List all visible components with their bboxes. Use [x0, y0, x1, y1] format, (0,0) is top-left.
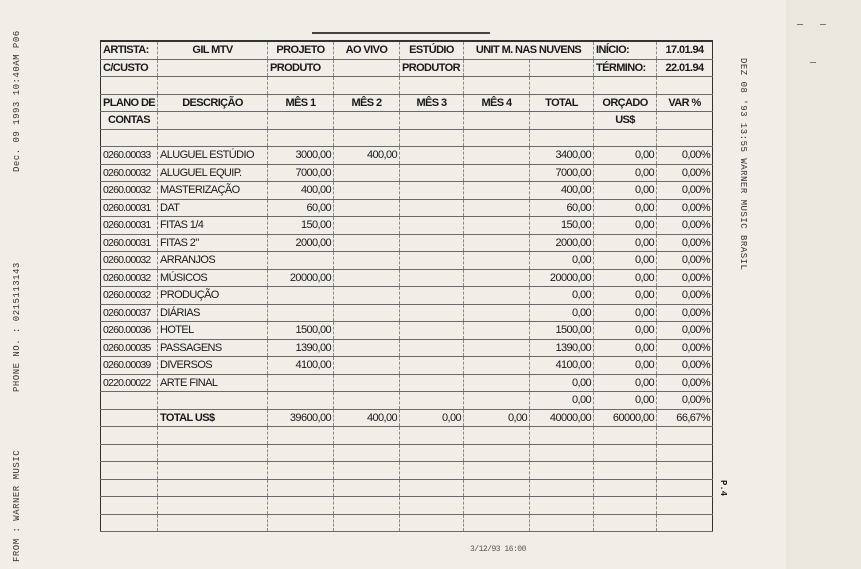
cell-mes4 [464, 322, 530, 340]
cell-mes1: 7000,00 [268, 164, 334, 182]
cell-total: 0,00 [530, 252, 594, 270]
cell-mes3 [400, 357, 464, 375]
cell-mes2 [334, 164, 400, 182]
cell-mes3 [400, 252, 464, 270]
cell-total: 1390,00 [530, 339, 594, 357]
illegible-title [312, 22, 490, 34]
cell-mes1 [268, 287, 334, 305]
totals-mes1: 39600,00 [268, 409, 334, 427]
table-row [101, 322, 713, 340]
cell-total: 3400,00 [530, 147, 594, 165]
cell-mes4 [464, 357, 530, 375]
page-edge [786, 0, 861, 569]
table-row [101, 304, 713, 322]
cell-orcado: 0,00 [594, 199, 657, 217]
cell-mes2 [334, 182, 400, 200]
cell-mes2 [334, 339, 400, 357]
totals-label: TOTAL US$ [158, 409, 268, 427]
cell-mes1 [268, 304, 334, 322]
header-row-1 [101, 41, 713, 59]
fax-date: Dec. 09 1993 10:40AM P06 [12, 30, 22, 172]
cell-code: 0260.00039 [101, 357, 158, 375]
ccusto-label: C/CUSTO [101, 59, 158, 77]
col-mes2: MÊS 2 [334, 94, 400, 112]
cell-mes3 [400, 339, 464, 357]
page-number: P.4 [718, 480, 728, 497]
col-mes1: MÊS 1 [268, 94, 334, 112]
cell-var: 0,00% [657, 287, 713, 305]
cell-mes1 [268, 392, 334, 410]
cell-total: 0,00 [530, 392, 594, 410]
fax-from: FROM : WARNER MUSIC [12, 449, 22, 562]
table-row [101, 269, 713, 287]
cell-mes2 [334, 322, 400, 340]
cell-var: 0,00% [657, 374, 713, 392]
termino-label: TÉRMINO: [594, 59, 657, 77]
col-plano-de: PLANO DE [101, 94, 158, 112]
totals-mes4: 0,00 [464, 409, 530, 427]
cell-desc: DIÁRIAS [158, 304, 268, 322]
table-row [101, 217, 713, 235]
cell-desc: ALUGUEL ESTÚDIO [158, 147, 268, 165]
cell-orcado: 0,00 [594, 147, 657, 165]
cell-mes3 [400, 304, 464, 322]
cell-orcado: 0,00 [594, 269, 657, 287]
cell-code [101, 392, 158, 410]
cell-var: 0,00% [657, 357, 713, 375]
cell-mes2 [334, 252, 400, 270]
cell-mes2 [334, 234, 400, 252]
col-orcado-unit: US$ [594, 112, 657, 130]
cell-total: 150,00 [530, 217, 594, 235]
cell-var: 0,00% [657, 164, 713, 182]
cell-mes4 [464, 217, 530, 235]
cell-code: 0260.00037 [101, 304, 158, 322]
cell-var: 0,00% [657, 322, 713, 340]
cell-var: 0,00% [657, 269, 713, 287]
cell-desc [158, 392, 268, 410]
cell-mes4 [464, 269, 530, 287]
cell-var: 0,00% [657, 199, 713, 217]
cell-total: 7000,00 [530, 164, 594, 182]
cell-desc: ARTE FINAL [158, 374, 268, 392]
termino-value: 22.01.94 [657, 59, 713, 77]
column-header-row [101, 94, 713, 112]
budget-rows [101, 147, 713, 410]
cell-mes1 [268, 374, 334, 392]
footer-stamp: 3/12/93 16:00 [470, 545, 526, 554]
cell-mes4 [464, 199, 530, 217]
cell-desc: DAT [158, 199, 268, 217]
cell-mes2 [334, 374, 400, 392]
cell-mes3 [400, 147, 464, 165]
cell-mes4 [464, 287, 530, 305]
cell-orcado: 0,00 [594, 374, 657, 392]
col-mes3: MÊS 3 [400, 94, 464, 112]
col-mes4: MÊS 4 [464, 94, 530, 112]
cell-mes1: 60,00 [268, 199, 334, 217]
totals-total: 40000,00 [530, 409, 594, 427]
cell-code: 0260.00036 [101, 322, 158, 340]
cell-mes2 [334, 357, 400, 375]
cell-mes1: 1500,00 [268, 322, 334, 340]
fax-phone: PHONE NO. : 0215113143 [12, 262, 22, 392]
cell-mes4 [464, 252, 530, 270]
col-descricao: DESCRIÇÃO [158, 94, 268, 112]
cell-mes1: 150,00 [268, 217, 334, 235]
artista-label: ARTISTA: [101, 41, 158, 59]
table-row [101, 339, 713, 357]
cell-desc: ALUGUEL EQUIP. [158, 164, 268, 182]
cell-mes1: 1390,00 [268, 339, 334, 357]
cell-mes2: 400,00 [334, 147, 400, 165]
table-row [101, 374, 713, 392]
table-row [101, 182, 713, 200]
cell-code: 0260.00031 [101, 199, 158, 217]
estudio-label: ESTÚDIO [400, 41, 464, 59]
cell-var: 0,00% [657, 304, 713, 322]
cell-mes4 [464, 234, 530, 252]
cell-mes1: 3000,00 [268, 147, 334, 165]
cell-mes4 [464, 147, 530, 165]
cell-total: 1500,00 [530, 322, 594, 340]
cell-orcado: 0,00 [594, 339, 657, 357]
col-var: VAR % [657, 94, 713, 112]
cell-total: 0,00 [530, 287, 594, 305]
cell-mes1: 2000,00 [268, 234, 334, 252]
cell-total: 4100,00 [530, 357, 594, 375]
cell-code: 0260.00031 [101, 217, 158, 235]
cell-mes4 [464, 392, 530, 410]
cell-desc: FITAS 1/4 [158, 217, 268, 235]
cell-mes1: 400,00 [268, 182, 334, 200]
cell-mes3 [400, 217, 464, 235]
cell-mes3 [400, 322, 464, 340]
cell-mes1: 4100,00 [268, 357, 334, 375]
col-contas: CONTAS [101, 112, 158, 130]
projeto-label: PROJETO [268, 41, 334, 59]
produto-label: PRODUTO [268, 59, 334, 77]
table-row [101, 234, 713, 252]
cell-code: 0260.00032 [101, 252, 158, 270]
cell-orcado: 0,00 [594, 322, 657, 340]
cell-code: 0260.00032 [101, 269, 158, 287]
budget-sheet [100, 40, 712, 554]
cell-desc: MÚSICOS [158, 269, 268, 287]
cell-mes3 [400, 234, 464, 252]
col-total: TOTAL [530, 94, 594, 112]
cell-orcado: 0,00 [594, 392, 657, 410]
cell-code: 0260.00032 [101, 287, 158, 305]
totals-row [101, 409, 713, 427]
cell-mes3 [400, 392, 464, 410]
table-row [101, 392, 713, 410]
cell-mes4 [464, 164, 530, 182]
cell-code: 0260.00031 [101, 234, 158, 252]
cell-mes3 [400, 199, 464, 217]
table-row [101, 287, 713, 305]
cell-orcado: 0,00 [594, 217, 657, 235]
cell-desc: PRODUÇÃO [158, 287, 268, 305]
cell-orcado: 0,00 [594, 252, 657, 270]
cell-mes3 [400, 269, 464, 287]
cell-desc: DIVERSOS [158, 357, 268, 375]
cell-var: 0,00% [657, 182, 713, 200]
cell-mes4 [464, 339, 530, 357]
cell-var: 0,00% [657, 339, 713, 357]
cell-orcado: 0,00 [594, 182, 657, 200]
cell-var: 0,00% [657, 217, 713, 235]
col-orcado: ORÇADO [594, 94, 657, 112]
fax-side-right: DEZ 08 '93 13:55 WARNER MUSIC BRASIL [738, 58, 748, 271]
cell-mes4 [464, 374, 530, 392]
cell-mes4 [464, 182, 530, 200]
cell-total: 60,00 [530, 199, 594, 217]
cell-desc: MASTERIZAÇÃO [158, 182, 268, 200]
totals-mes3: 0,00 [400, 409, 464, 427]
table-row [101, 164, 713, 182]
totals-var: 66,67% [657, 409, 713, 427]
cell-orcado: 0,00 [594, 304, 657, 322]
cell-code: 0260.00032 [101, 164, 158, 182]
cell-total: 0,00 [530, 304, 594, 322]
cell-mes2 [334, 199, 400, 217]
cell-orcado: 0,00 [594, 164, 657, 182]
table-row [101, 252, 713, 270]
cell-var: 0,00% [657, 252, 713, 270]
cell-mes3 [400, 164, 464, 182]
cell-code: 0260.00032 [101, 182, 158, 200]
cell-mes1 [268, 252, 334, 270]
cell-total: 0,00 [530, 374, 594, 392]
ao-vivo-label: AO VIVO [334, 41, 400, 59]
cell-code: 0220.00022 [101, 374, 158, 392]
inicio-label: INÍCIO: [594, 41, 657, 59]
cell-mes4 [464, 304, 530, 322]
cell-mes2 [334, 287, 400, 305]
cell-mes3 [400, 374, 464, 392]
totals-orcado: 60000,00 [594, 409, 657, 427]
cell-mes2 [334, 392, 400, 410]
budget-table [100, 40, 713, 532]
cell-var: 0,00% [657, 234, 713, 252]
cell-orcado: 0,00 [594, 234, 657, 252]
cell-mes1: 20000,00 [268, 269, 334, 287]
cell-mes3 [400, 287, 464, 305]
cell-total: 20000,00 [530, 269, 594, 287]
header-row-2 [101, 59, 713, 77]
produtor-label: PRODUTOR [400, 59, 464, 77]
totals-mes2: 400,00 [334, 409, 400, 427]
cell-total: 2000,00 [530, 234, 594, 252]
cell-var: 0,00% [657, 147, 713, 165]
inicio-value: 17.01.94 [657, 41, 713, 59]
cell-code: 0260.00035 [101, 339, 158, 357]
cell-desc: FITAS 2" [158, 234, 268, 252]
table-row [101, 147, 713, 165]
unit-label: UNIT M. NAS NUVENS [464, 41, 594, 59]
cell-mes3 [400, 182, 464, 200]
cell-desc: HOTEL [158, 322, 268, 340]
cell-mes2 [334, 304, 400, 322]
cell-desc: ARRANJOS [158, 252, 268, 270]
table-row [101, 199, 713, 217]
artista-value: GIL MTV [158, 41, 268, 59]
cell-code: 0260.00033 [101, 147, 158, 165]
table-row [101, 357, 713, 375]
cell-total: 400,00 [530, 182, 594, 200]
column-header-row-2 [101, 112, 713, 130]
cell-mes2 [334, 269, 400, 287]
cell-orcado: 0,00 [594, 287, 657, 305]
cell-orcado: 0,00 [594, 357, 657, 375]
cell-desc: PASSAGENS [158, 339, 268, 357]
cell-mes2 [334, 217, 400, 235]
cell-var: 0,00% [657, 392, 713, 410]
